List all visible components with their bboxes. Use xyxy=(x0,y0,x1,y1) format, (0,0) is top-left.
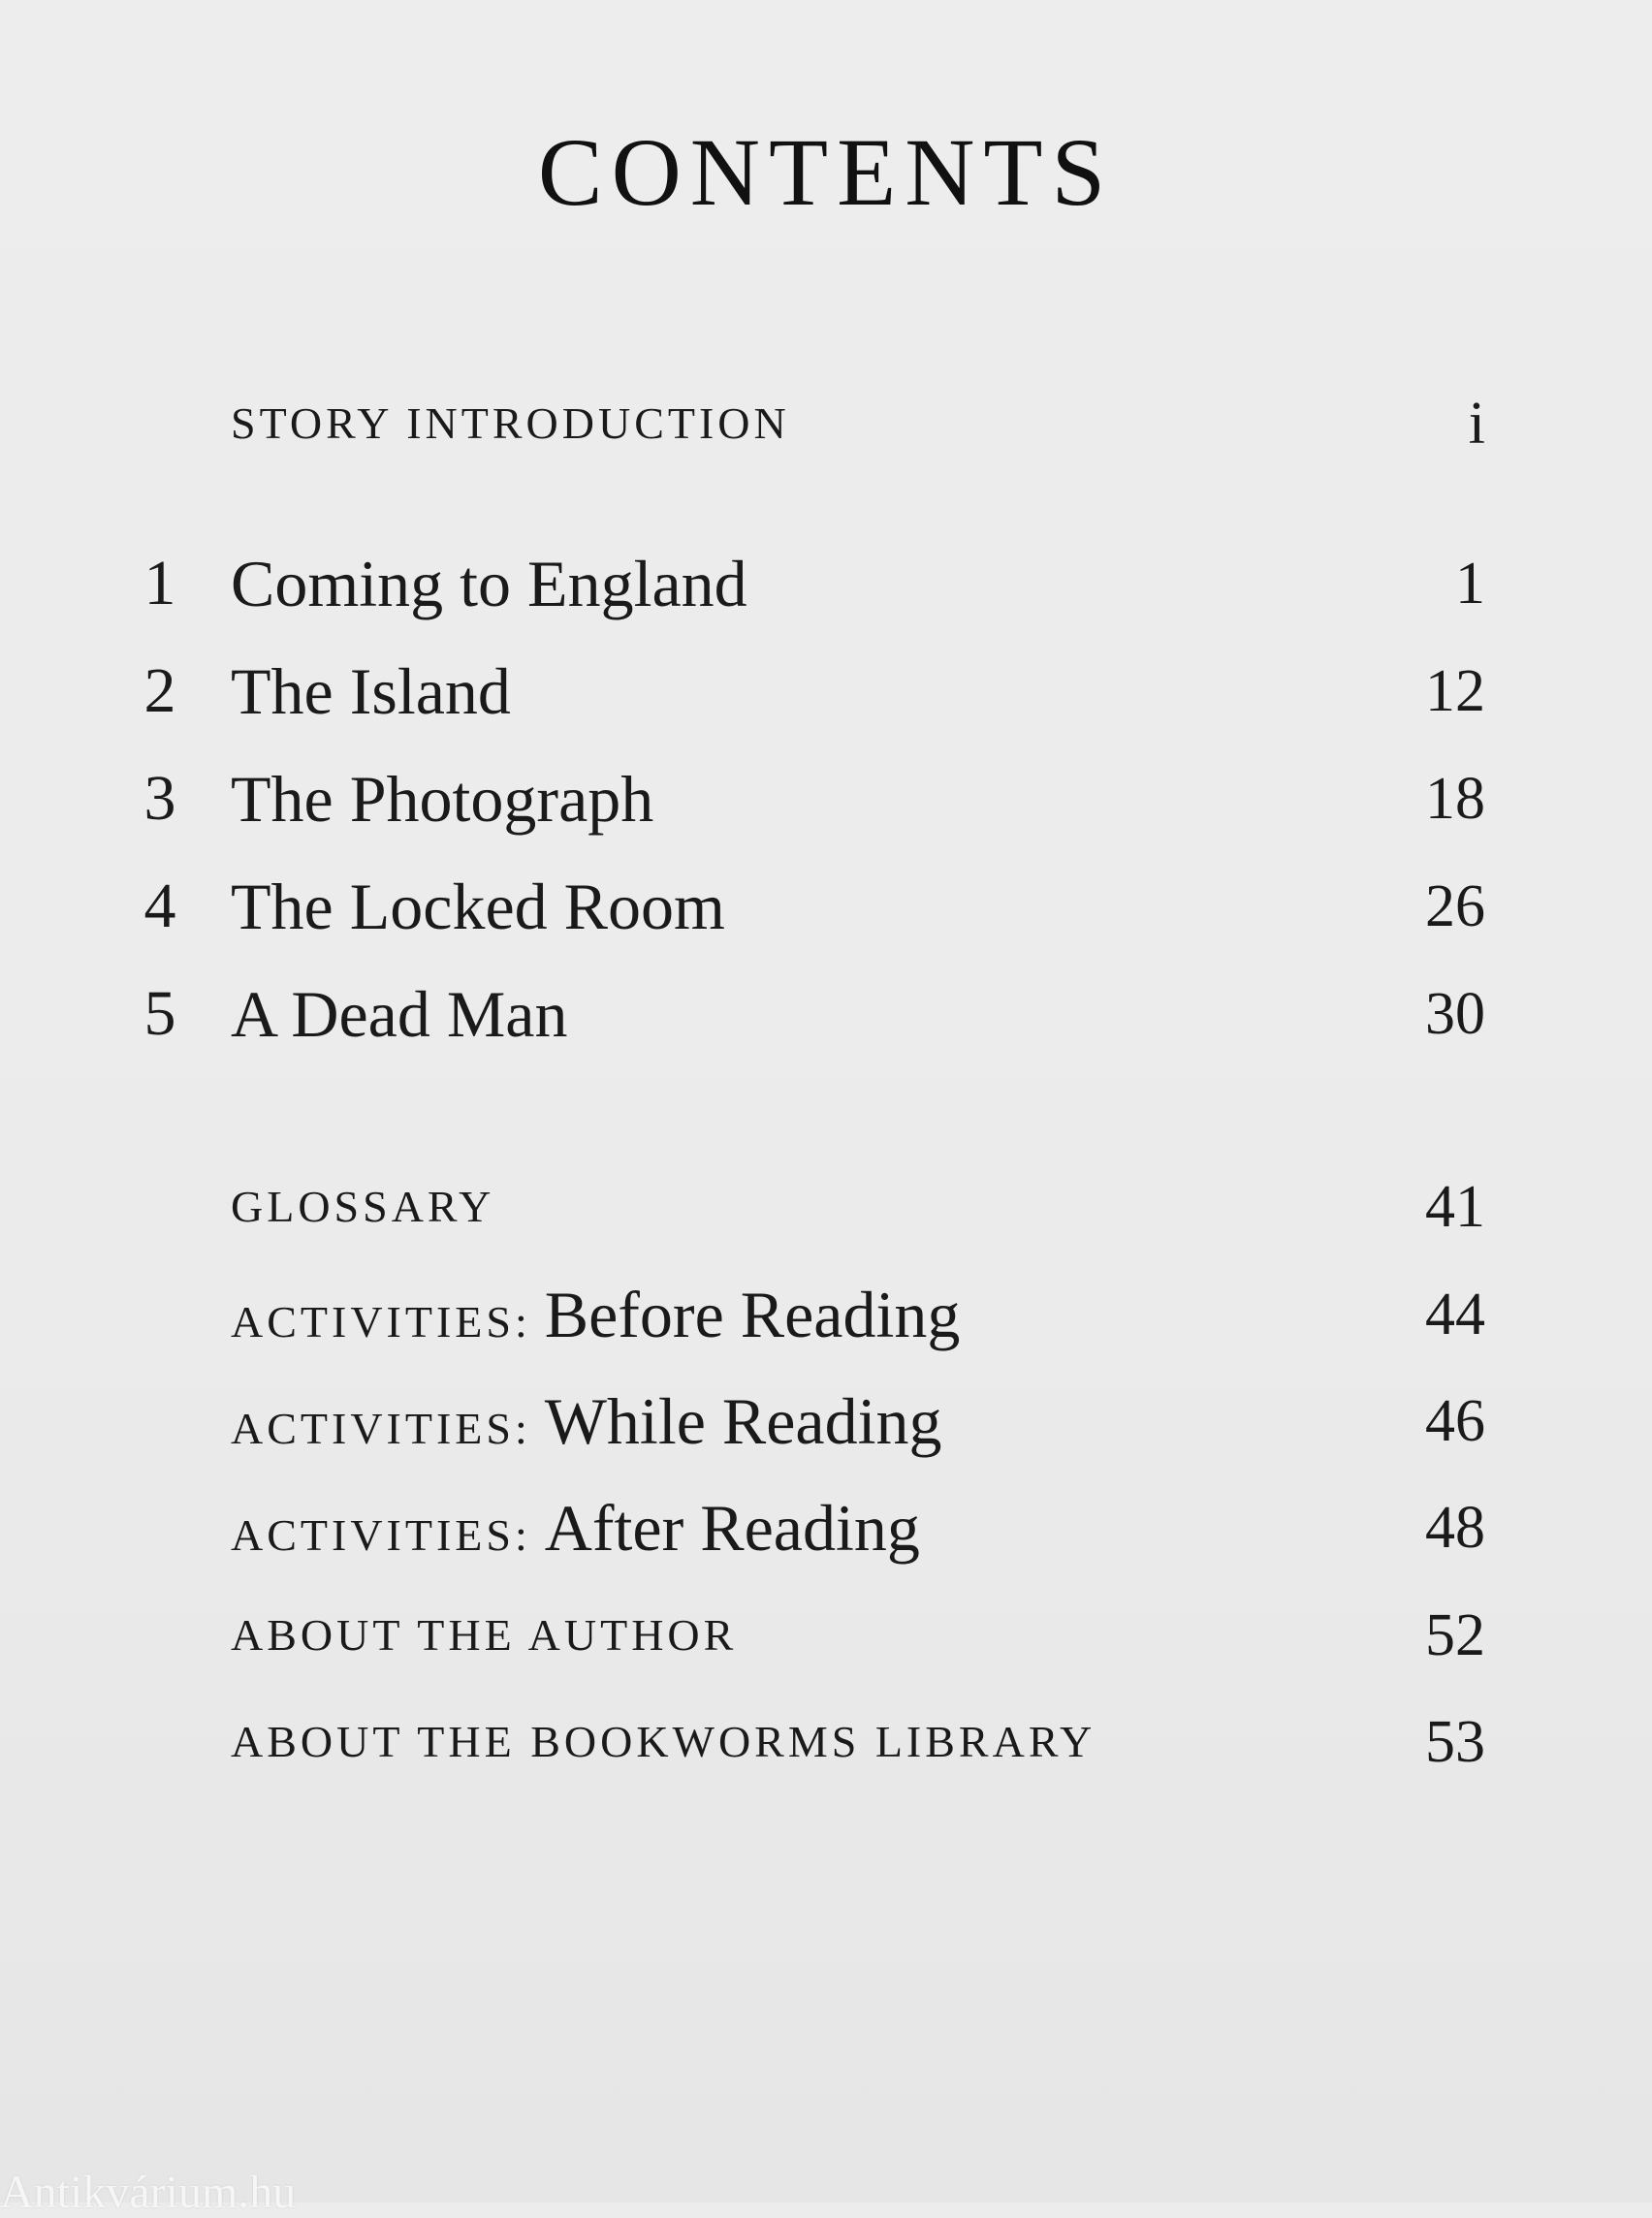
chapter-title: The Photograph xyxy=(231,762,654,836)
toc-entry-prefix: ABOUT THE BOOKWORMS LIBRARY xyxy=(231,1717,1096,1766)
toc-entry-about-library xyxy=(0,1698,1652,1786)
toc-entry-page: 44 xyxy=(1425,1282,1485,1347)
toc-entry-page: 53 xyxy=(1425,1709,1485,1775)
chapter-number: 2 xyxy=(143,655,176,726)
chapter-title: The Locked Room xyxy=(231,870,725,943)
toc-entry-label xyxy=(231,1484,920,1579)
toc-entry-label xyxy=(231,1592,737,1679)
toc-entry-prefix: ACTIVITIES: xyxy=(231,1510,531,1560)
toc-chapter-3 xyxy=(0,755,1652,842)
toc-entry-prefix: ACTIVITIES: xyxy=(231,1297,531,1347)
toc-entry-page: 46 xyxy=(1425,1388,1485,1454)
toc-entry-activities-after xyxy=(0,1484,1652,1571)
watermark: Antikvárium.hu xyxy=(0,2167,297,2218)
chapter-number: 4 xyxy=(143,871,176,941)
page-title: CONTENTS xyxy=(537,118,1115,226)
chapter-title: The Island xyxy=(231,654,511,728)
chapter-page: 26 xyxy=(1425,873,1485,939)
toc-entry-subtitle: After Reading xyxy=(544,1491,920,1565)
chapter-number: 1 xyxy=(143,548,176,618)
toc-entry-prefix: GLOSSARY xyxy=(231,1182,495,1231)
toc-entry-subtitle: Before Reading xyxy=(544,1278,961,1351)
chapter-title: Coming to England xyxy=(231,547,747,620)
toc-entry-label xyxy=(231,1378,942,1473)
toc-chapter-5 xyxy=(0,970,1652,1058)
chapter-number: 3 xyxy=(143,763,176,834)
toc-chapter-1 xyxy=(0,540,1652,627)
chapter-title: A Dead Man xyxy=(231,977,568,1051)
toc-entry-prefix: ABOUT THE AUTHOR xyxy=(231,1610,738,1660)
toc-entry-label xyxy=(231,1163,494,1251)
toc-entry-glossary xyxy=(0,1163,1652,1251)
toc-chapter-4 xyxy=(0,863,1652,950)
chapter-page: 12 xyxy=(1425,658,1485,724)
toc-entry-page: 52 xyxy=(1425,1602,1485,1668)
chapter-page: 18 xyxy=(1425,766,1485,832)
toc-entry-page: 41 xyxy=(1425,1174,1485,1240)
toc-entry-page: i xyxy=(1468,391,1485,457)
toc-entry-prefix: ACTIVITIES: xyxy=(231,1404,531,1453)
chapter-page: 1 xyxy=(1455,551,1485,617)
chapter-number: 5 xyxy=(143,978,176,1049)
toc-entry-label xyxy=(231,1698,1096,1786)
toc-entry-activities-before xyxy=(0,1271,1652,1358)
toc-entry-label: STORY INTRODUCTION xyxy=(231,398,790,448)
toc-entry-label xyxy=(231,1271,960,1366)
toc-entry-subtitle: While Reading xyxy=(544,1384,942,1458)
chapter-page: 30 xyxy=(1425,981,1485,1047)
toc-entry-page: 48 xyxy=(1425,1495,1485,1561)
toc-chapter-2 xyxy=(0,648,1652,735)
toc-entry-activities-while xyxy=(0,1378,1652,1465)
toc-entry-about-author xyxy=(0,1592,1652,1679)
toc-entry-story-introduction xyxy=(0,380,1652,467)
